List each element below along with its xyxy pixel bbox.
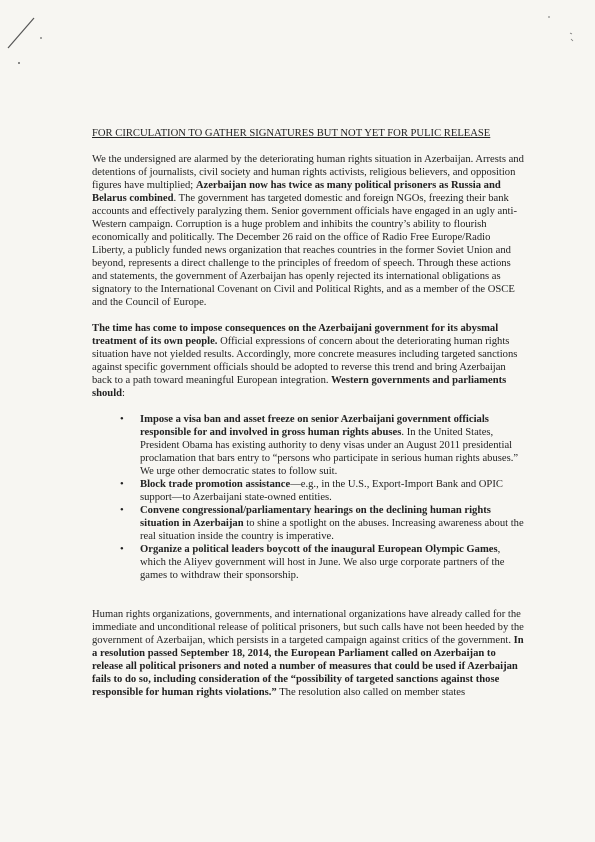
list-item-text: . In the United States, President Obama has existing authority to deny visas under an August 2011 presidential proclamation that bars entry to “persons who participate in serious human rights abuses.” We urge other democratic states to follow suit. [140, 427, 519, 477]
scan-dot-mark [546, 14, 552, 20]
paragraph-bold-text: The time has come to impose consequences on the Azerbaijani government for its abysmal treatment of its own people. [92, 323, 499, 347]
spacer [92, 595, 524, 608]
paragraph-resolution [92, 608, 524, 699]
paragraph-bold-text: Western governments and parliaments should [92, 375, 507, 399]
paragraph-text: : [122, 388, 125, 399]
list-item [120, 504, 524, 543]
list-item [120, 543, 524, 582]
circulation-heading: FOR CIRCULATION TO GATHER SIGNATURES BUT NOT YET FOR PULIC RELEASE [92, 128, 491, 139]
paragraph-text: Human rights organizations, governments, and international organizations have already called for the immediate and unconditional release of political prisoners, but such calls have not been heeded by the government of Azerbaijan, which persists in a targeted campaign against critics of the government. [92, 609, 524, 646]
list-item-text: to shine a spotlight on the abuses. Increasing awareness about the real situation inside the country is imperative. [140, 518, 524, 542]
list-item [120, 478, 524, 504]
list-item-bold-text: Organize a political leaders boycott of the inaugural European Olympic Games [140, 544, 498, 555]
list-item-text: , which the Aliyev government will host in June. We also urge corporate partners of the games to withdraw their sponsorship. [140, 544, 505, 581]
pen-stroke-mark [4, 14, 44, 50]
recommendations-list [92, 413, 524, 582]
scan-dot-mark [16, 60, 22, 66]
list-item-bold-text: Block trade promotion assistance [140, 479, 291, 490]
paragraph-bold-text: In a resolution passed September 18, 2014, the European Parliament called on Azerbaijan to release all political prisoners and noted a number of measures that could be used if Azerbaijan fails to do so, including consideration of the “possibility of targeted sanctions against those responsible for human rights violations.” [92, 635, 524, 698]
paragraph-intro [92, 153, 524, 309]
paragraph-consequences [92, 322, 524, 400]
document-body [92, 127, 524, 712]
list-item-text: —e.g., in the U.S., Export-Import Bank and OPIC support—to Azerbaijani state-owned entities. [140, 479, 503, 503]
list-item [120, 413, 524, 478]
paragraph-text: We the undersigned are alarmed by the deteriorating human rights situation in Azerbaijan. Arrests and detentions of journalists, civil society and human rights activists, religious believers, and opposition figures have multiplied; [92, 154, 524, 191]
scan-dash-mark [568, 30, 576, 44]
paragraph-bold-text: Azerbaijan now has twice as many political prisoners as Russia and Belarus combined [92, 180, 501, 204]
paragraph-text: The resolution also called on member states [276, 687, 466, 698]
list-item-bold-text: Impose a visa ban and asset freeze on senior Azerbaijani government officials responsible for and involved in gross human rights abuses [140, 414, 489, 438]
list-item-bold-text: Convene congressional/parliamentary hearings on the declining human rights situation in Azerbaijan [140, 505, 491, 529]
paragraph-text: . The government has targeted domestic and foreign NGOs, freezing their bank accounts and effectively paralyzing them. Senior government officials have engaged in an ugly anti-Western campaign. Corruption is a huge problem and inhibits the country’s ability to flourish economically and politically. The December 26 raid on the office of Radio Free Europe/Radio Liberty, a publicly funded news organization that reaches countries in the former Soviet Union and beyond, represents a direct challenge to the principles of freedom of speech. Through these actions and statements, the government of Azerbaijan has openly rejected its international obligations as signatory to the International Covenant on Civil and Political Rights, and as a member of the OSCE and the Council of Europe. [92, 193, 517, 308]
paragraph-text: Official expressions of concern about the deteriorating human rights situation have not yielded results. Accordingly, more concrete measures including targeted sanctions against specific government officials should be adopted to reverse this trend and bring Azerbaijan back to a path toward meaningful European integration. [92, 336, 518, 386]
